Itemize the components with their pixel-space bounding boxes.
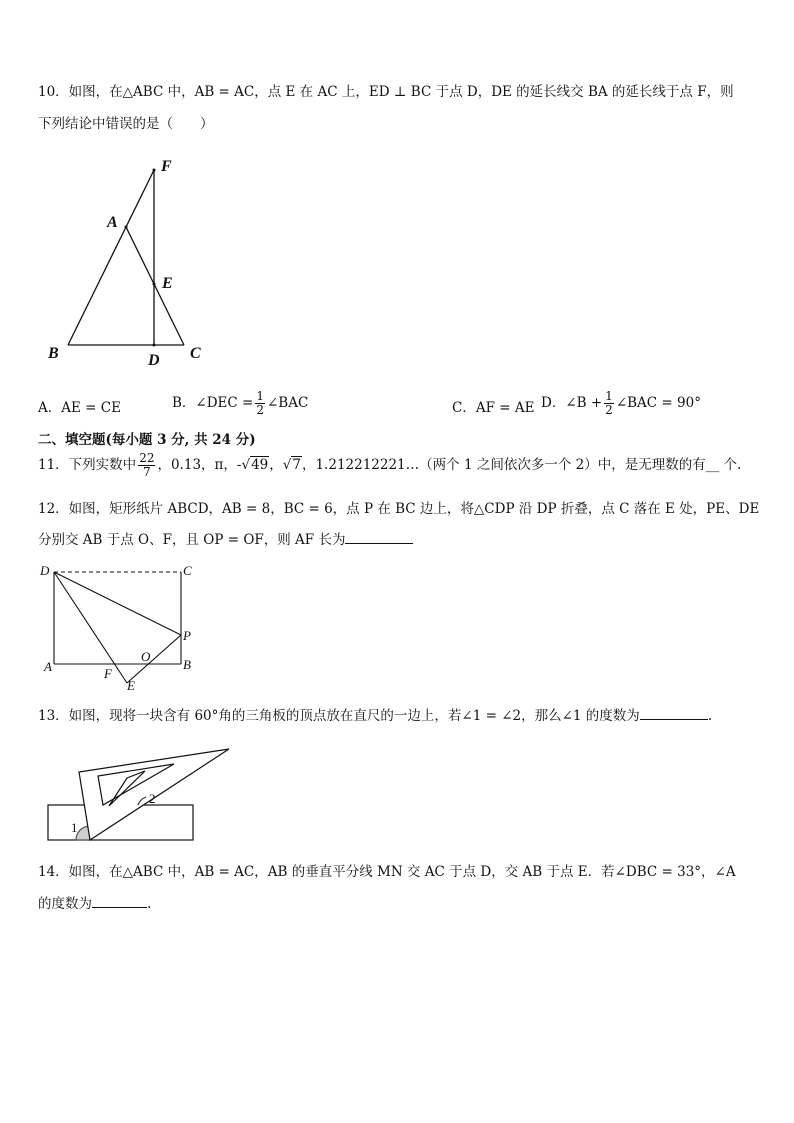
q10-option-b: B．∠DEC = $\frac{1}{2}$ ∠BAC (172, 389, 309, 417)
label-A: A (44, 659, 52, 674)
label-P: P (183, 628, 191, 643)
label-B: B (183, 657, 191, 672)
q12-stem-line2: 分别交 AB 于点 O、F，且 OP = OF，则 AF 长为 (38, 531, 413, 549)
label-A: A (107, 214, 118, 231)
angle-2-label: 2 (149, 791, 156, 806)
section-heading: 二、填空题(每小题 3 分, 共 24 分) (38, 432, 256, 448)
angle-1-label: 1 (71, 820, 78, 835)
label-D: D (40, 563, 50, 578)
label-D: D (148, 352, 160, 369)
q14-stem-line1: 14．如图，在△ABC 中，AB = AC，AB 的垂直平分线 MN 交 AC 于点 D，交 AB 于点 E．若∠DBC = 33°，∠A (38, 864, 736, 880)
q13-stem: 13．如图，现将一块含有 60°角的三角板的顶点放在直尺的一边上，若∠1 = ∠2，那么∠1 的度数为 . (38, 708, 713, 724)
q11-stem: 11．下列实数中 $\frac{22}{7}$ ，0.13，π，-√49，√7，1.212212221…（两个 1 之间依次多一个 2）中，是无理数的有__ 个. (38, 451, 742, 479)
label-E: E (127, 678, 135, 693)
label-O: O (141, 649, 151, 664)
q10-option-d: D．∠B + $\frac{1}{2}$ ∠BAC = 90° (541, 389, 701, 417)
label-C: C (190, 345, 201, 362)
q10-stem-line2: 下列结论中错误的是（ ） (38, 116, 214, 132)
q10-option-a: A．AE = CE (38, 400, 121, 416)
label-F: F (104, 666, 112, 681)
q14-stem-line2: 的度数为 . (38, 896, 152, 912)
label-C: C (183, 563, 192, 578)
label-B: B (48, 345, 59, 362)
label-F: F (161, 158, 172, 175)
q12-stem-line1: 12．如图，矩形纸片 ABCD，AB = 8，BC = 6，点 P 在 BC 边上，将△CDP 沿 DP 折叠，点 C 落在 E 处，PE、DE (38, 501, 760, 517)
label-E: E (162, 275, 173, 292)
q10-option-c: C．AF = AE (452, 400, 535, 416)
q10-stem-line1: 10．如图，在△ABC 中，AB = AC，点 E 在 AC 上，ED ⊥ BC 于点 D，DE 的延长线交 BA 的延长线于点 F，则 (38, 84, 734, 100)
